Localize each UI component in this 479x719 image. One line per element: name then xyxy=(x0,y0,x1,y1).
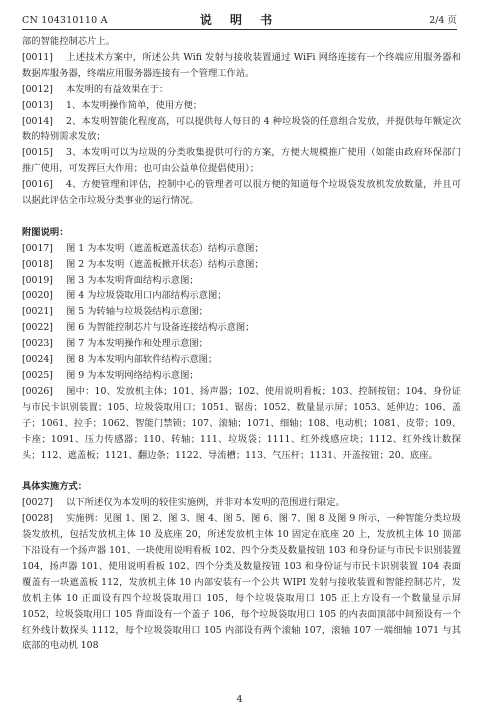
drawing-caption: 图 8 为本发明内部软件结构示意图； xyxy=(66,354,218,366)
drawing-item xyxy=(22,352,461,368)
paragraph-text: 以下所述仅为本发明的较佳实施例，并非对本发明的范围进行限定。 xyxy=(66,497,345,509)
paragraph-number: [0011] xyxy=(22,51,53,63)
paragraph-number: [0025] xyxy=(22,370,53,382)
paragraph-text: 3、本发明可以为垃圾的分类收集提供可行的方案，方便大规模推广使用（如能由政府环保部门推广使用，可发挥巨大作用；也可由公益单位提倡使用）； xyxy=(22,147,461,175)
drawing-item xyxy=(22,241,461,257)
continuation-line: 部的智能控制芯片上。 xyxy=(22,36,115,47)
page-indicator: 2/4 页 xyxy=(429,15,457,26)
paragraph-number: [0019] xyxy=(22,274,53,286)
drawing-item xyxy=(22,273,461,289)
paragraph-number: [0015] xyxy=(22,147,53,159)
paragraph-0015 xyxy=(22,145,461,177)
paragraph-text: 2、本发明智能化程度高，可以提供每人每日的 4 种垃圾袋的任意组合发放，并提供每年额定次数的特别需求发放； xyxy=(22,115,461,143)
paragraph-0026 xyxy=(22,384,461,464)
document-body xyxy=(22,34,461,654)
paragraph-number: [0013] xyxy=(22,99,53,111)
paragraph-0013 xyxy=(22,98,461,114)
paragraph-number: [0022] xyxy=(22,322,53,334)
drawing-item xyxy=(22,304,461,320)
paragraph-number: [0027] xyxy=(22,497,53,509)
paragraph-number: [0028] xyxy=(22,513,53,525)
drawing-caption: 图 6 为智能控制芯片与设备连接结构示意图； xyxy=(66,322,255,334)
drawing-caption: 图 1 为本发明（遮盖板遮盖状态）结构示意图； xyxy=(66,242,264,254)
drawing-caption: 图 9 为本发明网络结构示意图； xyxy=(66,370,199,382)
drawing-item xyxy=(22,368,461,384)
drawing-caption: 图 2 为本发明（遮盖板掀开状态）结构示意图； xyxy=(66,258,264,270)
embodiment-heading: 具体实施方式： xyxy=(22,481,88,493)
paragraph-number: [0020] xyxy=(22,290,53,302)
drawing-caption: 图 5 为转轴与垃圾袋结构示意图； xyxy=(66,306,208,318)
paragraph-0027 xyxy=(22,495,461,511)
paragraph-number: [0016] xyxy=(22,179,53,191)
drawings-heading: 附图说明： xyxy=(22,226,69,238)
paragraph-number: [0014] xyxy=(22,115,53,127)
drawing-caption: 图 4 为垃圾袋取用口内部结构示意图； xyxy=(66,290,227,302)
drawing-item xyxy=(22,336,461,352)
page-header xyxy=(22,13,457,30)
paragraph-number: [0021] xyxy=(22,306,53,318)
page-number: 4 xyxy=(236,694,243,705)
drawing-caption: 图 7 为本发明操作和处理示意图； xyxy=(66,338,208,350)
paragraph-0016 xyxy=(22,177,461,209)
paragraph-number: [0017] xyxy=(22,242,53,254)
paragraph-number: [0018] xyxy=(22,258,53,270)
drawing-item xyxy=(22,288,461,304)
paragraph-number: [0026] xyxy=(22,385,53,397)
paragraph-0011 xyxy=(22,50,461,82)
paragraph-text: 图中：10、发放机主体；101、扬声器；102、使用说明看板；103、控制按钮；104、身份证与市民卡识别装置；105、垃圾袋取用口；1051、锯齿；1052、数量显示屏；1053、延伸边；106、盖子；1061、拉手；1062、智能门禁锁；107、滚轴；1071、细轴；108、电动机；1081、皮带；109、卡座；1091、压力传感器；110、转轴；111、垃圾袋；1111、红外线感应块；1112、红外线计数探头；112、遮盖板；1121、翻边条；1122、导流槽；113、气压杆；1131、开盖按钮；20、底座。 xyxy=(22,385,461,461)
paragraph-text: 1、本发明操作简单，使用方便； xyxy=(66,99,203,111)
patent-number: CN 104310110 A xyxy=(22,15,108,26)
spacer xyxy=(22,209,461,225)
paragraph-0028 xyxy=(22,511,461,654)
paragraph-number: [0024] xyxy=(22,354,53,366)
paragraph-text: 实施例：见图 1、图 2、图 3、图 4、图 5、图 6、图 7、图 8 及图 9 所示，一种智能分类垃圾袋发放机，包括发放机主体 10 及底座 20，所述发放机主体 10 固定在底座 20 上，发放机主体 10 顶部下沿设有一个扬声器 101、一块使用说明看板 102、四个分类及数量按钮 103 和身份证与市民卡识别装置 104，扬声器 101、使用说明看板 102、四个分类及数量按钮 103 和身份证与市民卡识别装置 104 表面覆盖有一块遮盖板 112，发放机主体 10 内部安装有一个公共 WIPI 发射与接收装置和智能控制芯片，发放机主体 10 正面设有四个垃圾袋取用口 105，每个垃圾袋取用口 105 正上方设有一个数量显示屏 1052，垃圾袋取用口 105 背面设有一个盖子 106，每个垃圾袋取用口 105 的内表面顶部中间预设有一个红外线计数探头 1112，每个垃圾袋取用口 105 内部设有两个滚轴 107，滚轴 107 一端细轴 1071 与其底部的电动机 108 xyxy=(22,513,461,652)
drawing-item xyxy=(22,320,461,336)
drawing-caption: 图 3 为本发明背面结构示意图； xyxy=(66,274,199,286)
paragraph-text: 4、方便管理和评估，控制中心的管理者可以很方便的知道每个垃圾袋发放机发放数量，并且可以据此评估全市垃圾分类事业的运行情况。 xyxy=(22,179,461,207)
drawing-item xyxy=(22,257,461,273)
paragraph-number: [0023] xyxy=(22,338,53,350)
spacer xyxy=(22,463,461,479)
paragraph-text: 本发明的有益效果在于： xyxy=(66,83,169,95)
document-title: 说 明 书 xyxy=(199,13,280,27)
paragraph-0012 xyxy=(22,82,461,98)
paragraph-number: [0012] xyxy=(22,83,53,95)
paragraph-0014 xyxy=(22,114,461,146)
paragraph-text: 上述技术方案中，所述公共 Wifi 发射与接收装置通过 WiFi 网络连接有一个终端应用服务器和数据库服务器，终端应用服务器连接有一个管理工作站。 xyxy=(22,51,461,79)
